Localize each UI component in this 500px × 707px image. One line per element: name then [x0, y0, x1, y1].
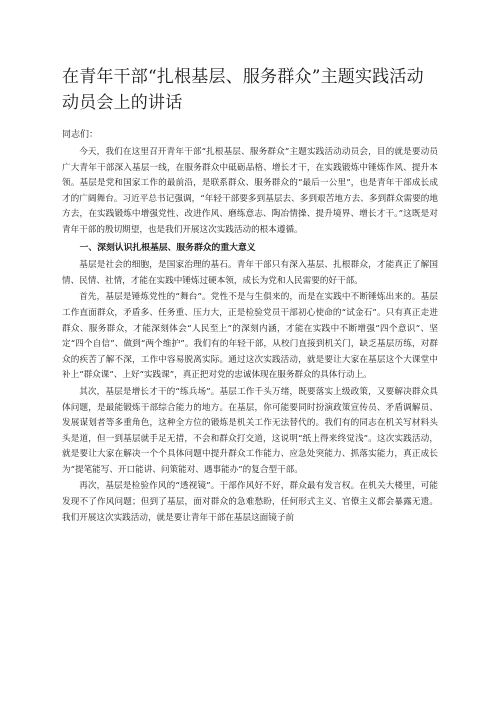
salutation: 同志们：: [62, 130, 99, 140]
section-paragraph: 其次，基层是增长才干的“练兵场”。基层工作千头万绪，既要落实上级政策，又要解决群众具体问题，是最能锻炼干部综合能力的地方。在基层，你可能要同时扮演政策宣传员、矛盾调解员、发展谋划者等多重角色，这种全方位的锻炼是机关工作无法替代的。我们有的同志在机关写材料头头是道，但一到基层就手足无措，不会和群众打交道，这说明“纸上得来终觉浅”。这次实践活动，就是要让大家在解决一个个具体问题中提升群众工作能力、应急处突能力、抓落实能力，真正成长为“提笔能写、开口能讲、问策能对、遇事能办”的复合型干部。: [62, 386, 438, 475]
section-paragraph: 首先，基层是锤炼党性的“舞台”。党性不是与生俱来的，而是在实践中不断锤炼出来的。基层工作直面群众，矛盾多、任务重、压力大，正是检验党员干部初心使命的“试金石”。只有真正走进群众、服务群众，才能深刻体会“人民至上”的深刻内涵，才能在实践中不断增强“四个意识”、坚定“四个自信”、做到“两个维护”。我们有的年轻干部，从校门直接到机关门，缺乏基层历练，对群众的疾苦了解不深，工作中容易脱离实际。通过这次实践活动，就是要让大家在基层这个大课堂中补上“群众课”、上好“实践课”，真正把对党的忠诚体现在服务群众的具体行动上。: [62, 292, 438, 381]
section-paragraph: 基层是社会的细胞，是国家治理的基石。青年干部只有深入基层、扎根群众，才能真正了解国情、民情、社情，才能在实践中锤炼过硬本领，成长为党和人民需要的好干部。: [62, 260, 438, 286]
section-heading: 一、深刻认识扎根基层、服务群众的重大意义: [79, 242, 256, 253]
intro-paragraph: 今天，我们在这里召开青年干部“扎根基层、服务群众”主题实践活动动员会，目的就是要动员广大青年干部深入基层一线，在服务群众中砥砺品格、增长才干，在实践锻炼中锤炼作风、提升本领。基层是党和国家工作的最前沿，是联系群众、服务群众的“最后一公里”，也是青年干部成长成才的广阔舞台。习近平总书记强调，“年轻干部要多到基层去、多到艰苦地方去、多到群众需要的地方去，在实践锻炼中增强党性、改进作风、磨练意志、陶冶情操、提升境界、增长才干。”这既是对青年干部的殷切期望，也是我们开展这次实践活动的根本遵循。: [62, 147, 438, 235]
section-paragraph: 再次，基层是检验作风的“透视镜”。干部作风好不好，群众最有发言权。在机关大楼里，可能发现不了作风问题；但到了基层，面对群众的急难愁盼，任何形式主义、官僚主义都会暴露无遗。我们开展这次实践活动，就是要让青年干部在基层这面镜子前: [62, 481, 438, 523]
document-title: 在青年干部“扎根基层、服务群众”主题实践活动动员会上的讲话: [62, 67, 424, 113]
